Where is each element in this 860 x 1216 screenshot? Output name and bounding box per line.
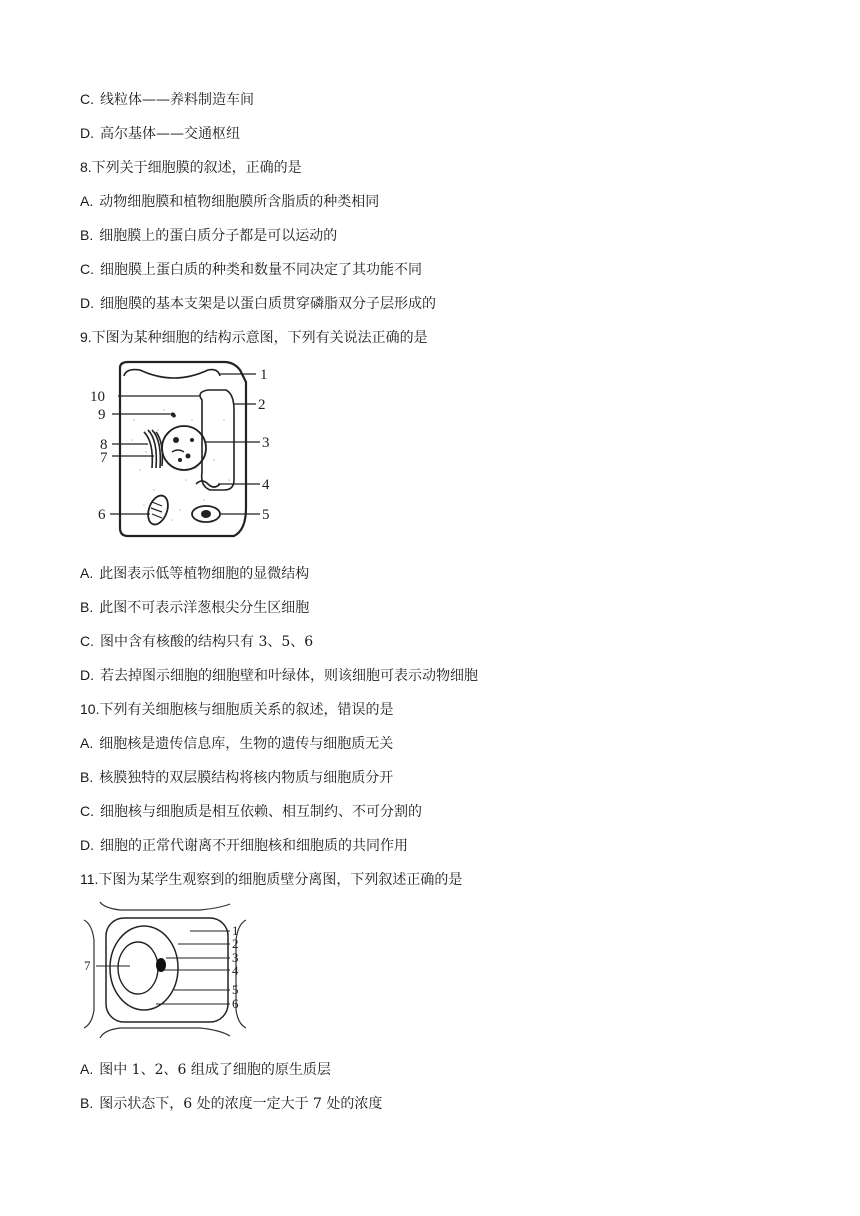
option-label: B.	[80, 599, 94, 615]
option-row	[80, 1094, 382, 1113]
option-row	[80, 598, 309, 617]
option-row	[80, 632, 313, 651]
figure-label: 3	[262, 435, 270, 451]
plasmolysis-figure	[80, 900, 250, 1040]
option-row	[80, 734, 393, 753]
option-label: C.	[80, 803, 94, 819]
figure-label: 7	[100, 450, 108, 466]
figure-label: 7	[84, 958, 91, 973]
option-text: 动物细胞膜和植物细胞膜所含脂质的种类相同	[99, 194, 380, 210]
option-label: A.	[80, 565, 94, 581]
option-label: B.	[80, 1095, 94, 1111]
figure-label: 2	[232, 936, 239, 951]
option-text: 此图表示低等植物细胞的显微结构	[99, 566, 310, 582]
question-stem	[80, 700, 393, 719]
option-label: C.	[80, 633, 94, 649]
option-label: A.	[80, 193, 94, 209]
option-label: D.	[80, 667, 94, 683]
option-label: C.	[80, 91, 94, 107]
option-text: 图示状态下，6 处的浓度一定大于 7 处的浓度	[99, 1096, 383, 1112]
option-text: 细胞膜上的蛋白质分子都是可以运动的	[99, 228, 338, 244]
question-8-stem: 8.下列关于细胞膜的叙述，正确的是	[80, 159, 302, 175]
option-text: 细胞核是遗传信息库，生物的遗传与细胞质无关	[99, 736, 394, 752]
question-10-stem: 10.下列有关细胞核与细胞质关系的叙述，错误的是	[80, 701, 394, 717]
option-row	[80, 768, 393, 787]
plasmolysis-diagram	[80, 900, 250, 1040]
figure-label: 9	[98, 407, 106, 423]
option-row	[80, 192, 379, 211]
plant-cell-figure	[84, 360, 284, 544]
option-label: D.	[80, 125, 94, 141]
option-label: B.	[80, 227, 94, 243]
option-text: 此图不可表示洋葱根尖分生区细胞	[99, 600, 310, 616]
option-text: 核膜独特的双层膜结构将核内物质与细胞质分开	[99, 770, 394, 786]
question-9-stem: 9.下图为某种细胞的结构示意图，下列有关说法正确的是	[80, 329, 428, 345]
figure-label: 5	[232, 982, 239, 997]
figure-label: 10	[90, 389, 105, 405]
figure-label: 6	[98, 507, 106, 523]
option-text: 细胞核与细胞质是相互依赖、相互制约、不可分割的	[100, 804, 422, 820]
question-stem	[80, 328, 428, 347]
figure-label: 3	[232, 950, 239, 965]
figure-label: 8	[100, 437, 108, 453]
question-stem	[80, 870, 462, 889]
option-label: B.	[80, 769, 94, 785]
figure-label: 4	[232, 963, 239, 978]
option-row	[80, 564, 309, 583]
figure-label: 1	[232, 923, 239, 938]
figure-label: 1	[260, 367, 268, 383]
option-text: 高尔基体——交通枢纽	[100, 126, 240, 142]
option-text: 细胞的正常代谢离不开细胞核和细胞质的共同作用	[100, 838, 408, 854]
option-row	[80, 226, 337, 245]
option-row	[80, 124, 240, 143]
option-row	[80, 90, 254, 109]
figure-label: 2	[258, 397, 266, 413]
option-text: 细胞膜的基本支架是以蛋白质贯穿磷脂双分子层形成的	[100, 296, 436, 312]
option-text: 若去掉图示细胞的细胞壁和叶绿体，则该细胞可表示动物细胞	[100, 668, 478, 684]
option-row	[80, 294, 436, 313]
option-label: A.	[80, 1061, 94, 1077]
figure-label: 6	[232, 996, 239, 1011]
option-row	[80, 260, 422, 279]
question-11-stem: 11.下图为某学生观察到的细胞质壁分离图，下列叙述正确的是	[80, 871, 463, 887]
option-text: 线粒体——养料制造车间	[100, 92, 254, 108]
plant-cell-diagram	[84, 360, 284, 544]
option-row	[80, 1060, 331, 1079]
option-label: A.	[80, 735, 94, 751]
option-row	[80, 836, 408, 855]
option-label: D.	[80, 295, 94, 311]
option-text: 图中含有核酸的结构只有 3、5、6	[100, 634, 314, 650]
option-row	[80, 666, 478, 685]
option-label: C.	[80, 261, 94, 277]
question-stem	[80, 158, 302, 177]
option-label: D.	[80, 837, 94, 853]
option-row	[80, 802, 422, 821]
option-text: 图中 1、2、6 组成了细胞的原生质层	[99, 1062, 331, 1078]
figure-label: 5	[262, 507, 270, 523]
option-text: 细胞膜上蛋白质的种类和数量不同决定了其功能不同	[100, 262, 422, 278]
figure-label: 4	[262, 477, 270, 493]
